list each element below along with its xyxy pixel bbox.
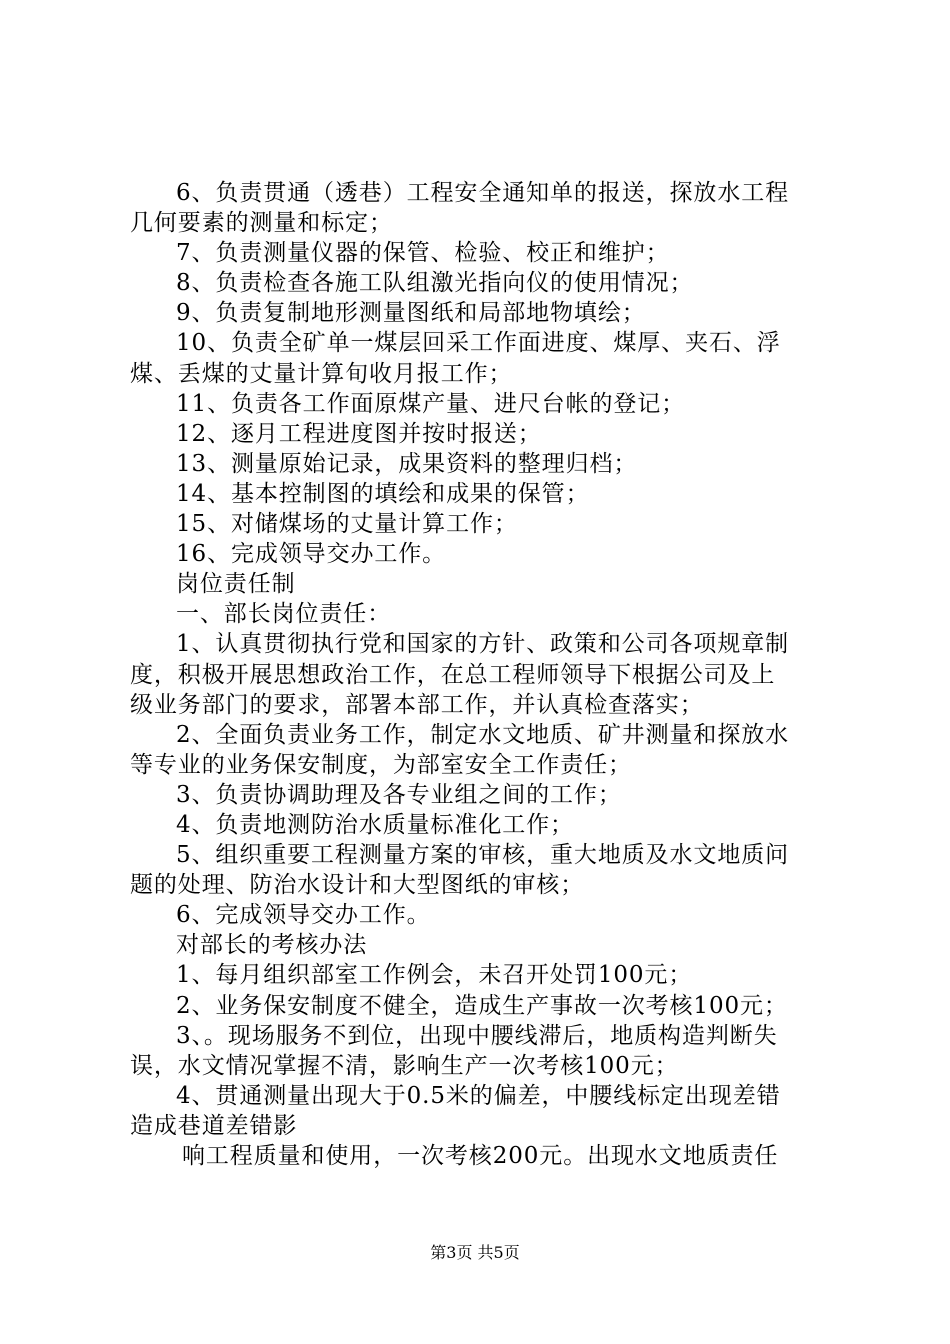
- text-line: 15、对储煤场的丈量计算工作；: [176, 511, 518, 538]
- text-line: 3、。现场服务不到位，出现中腰线滞后，地质构造判断失: [176, 1022, 778, 1049]
- text-line: 4、负责地测防治水质量标准化工作；: [176, 811, 574, 838]
- text-line: 8、负责检查各施工队组激光指向仪的使用情况；: [176, 270, 694, 297]
- section-heading: 岗位责任制: [176, 571, 296, 598]
- text-line: 3、负责协调助理及各专业组之间的工作；: [176, 781, 622, 808]
- text-line: 11、负责各工作面原煤产量、进尺台帐的登记；: [176, 390, 686, 417]
- text-line: 12、逐月工程进度图并按时报送；: [176, 420, 542, 447]
- text-line: 1、每月组织部室工作例会，未召开处罚100元；: [176, 962, 693, 989]
- text-line: 几何要素的测量和标定；: [130, 210, 393, 237]
- text-line: 1、认真贯彻执行党和国家的方针、政策和公司各项规章制: [176, 631, 790, 658]
- text-line: 14、基本控制图的填绘和成果的保管；: [176, 480, 590, 507]
- text-line: 题的处理、防治水设计和大型图纸的审核；: [130, 872, 585, 899]
- text-line: 误，水文情况掌握不清，影响生产一次考核100元；: [130, 1052, 679, 1079]
- text-line: 2、全面负责业务工作，制定水文地质、矿井测量和探放水: [176, 721, 790, 748]
- section-heading: 一、部长岗位责任：: [176, 601, 392, 628]
- text-line: 4、贯通测量出现大于0.5米的偏差，中腰线标定出现差错: [176, 1082, 781, 1109]
- text-line: 7、负责测量仪器的保管、检验、校正和维护；: [176, 240, 670, 267]
- text-line: 6、负责贯通（透巷）工程安全通知单的报送，探放水工程: [176, 180, 790, 206]
- text-line: 级业务部门的要求，部署本部工作，并认真检查落实；: [130, 691, 704, 718]
- text-line: 5、组织重要工程测量方案的审核，重大地质及水文地质问: [176, 842, 790, 869]
- text-line: 10、负责全矿单一煤层回采工作面进度、煤厚、夹石、浮: [176, 330, 781, 357]
- text-line: 2、业务保安制度不健全，造成生产事故一次考核100元；: [176, 992, 788, 1019]
- text-line: 13、测量原始记录，成果资料的整理归档；: [176, 450, 638, 477]
- text-line: 16、完成领导交办工作。: [176, 541, 447, 568]
- text-line: 煤、丢煤的丈量计算旬收月报工作；: [130, 360, 513, 387]
- text-line: 造成巷道差错影: [130, 1112, 298, 1139]
- text-line: 度，积极开展思想政治工作，在总工程师领导下根据公司及上: [130, 661, 776, 688]
- text-line: 6、完成领导交办工作。: [176, 902, 431, 929]
- section-heading: 对部长的考核办法: [176, 932, 368, 959]
- page-number: 第3页 共5页: [430, 1243, 520, 1262]
- text-line: 响工程质量和使用，一次考核200元。出现水文地质责任: [182, 1143, 779, 1169]
- document-body: [130, 178, 830, 1171]
- text-line: 等专业的业务保安制度，为部室安全工作责任；: [130, 751, 632, 778]
- text-line: 9、负责复制地形测量图纸和局部地物填绘；: [176, 300, 646, 327]
